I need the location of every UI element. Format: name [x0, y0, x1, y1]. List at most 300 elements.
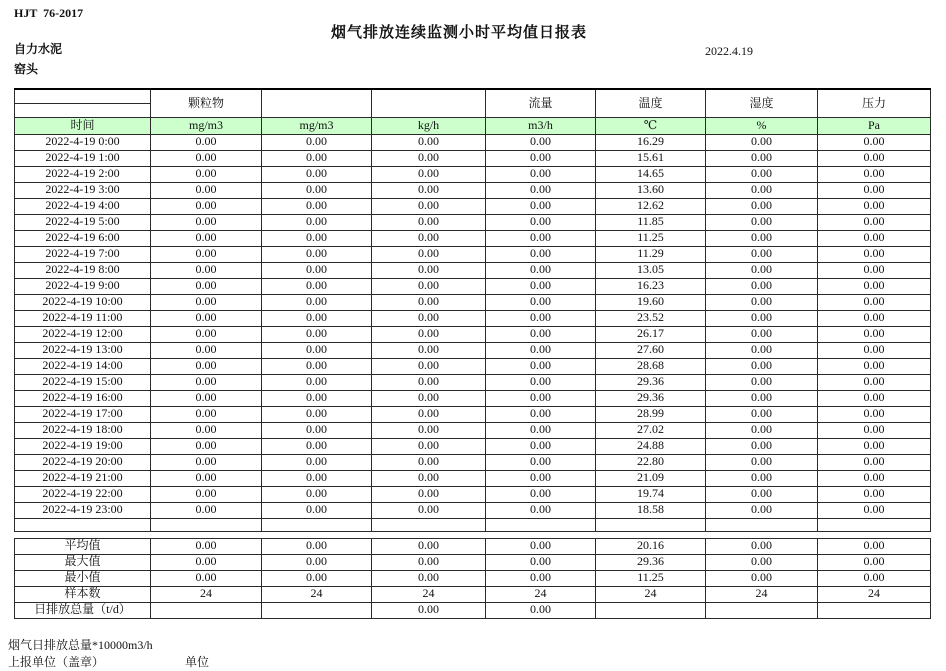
value-cell: 0.00 — [818, 358, 931, 374]
value-cell: 0.00 — [706, 502, 818, 518]
value-cell: 0.00 — [486, 214, 596, 230]
value-cell: 0.00 — [818, 502, 931, 518]
value-cell — [706, 602, 818, 618]
value-cell: 0.00 — [818, 538, 931, 554]
gap-row — [15, 531, 931, 538]
value-cell: 0.00 — [818, 310, 931, 326]
value-cell: 0.00 — [706, 262, 818, 278]
value-cell: 0.00 — [372, 502, 486, 518]
value-cell: 0.00 — [818, 422, 931, 438]
value-cell: 0.00 — [818, 214, 931, 230]
group-header-temperature: 温度 — [596, 89, 706, 117]
value-cell: 0.00 — [486, 294, 596, 310]
value-cell: 13.60 — [596, 182, 706, 198]
table-row — [15, 246, 931, 262]
summary-label-cell: 平均值 — [15, 538, 151, 554]
table-row — [15, 358, 931, 374]
value-cell: 0.00 — [818, 406, 931, 422]
table-row — [15, 470, 931, 486]
value-cell: 14.65 — [596, 166, 706, 182]
empty-cell — [596, 518, 706, 531]
corner-cell-bottom — [15, 103, 151, 117]
value-cell: 0.00 — [486, 278, 596, 294]
value-cell: 0.00 — [372, 554, 486, 570]
value-cell: 0.00 — [151, 486, 262, 502]
value-cell: 0.00 — [486, 454, 596, 470]
time-cell: 2022-4-19 14:00 — [15, 358, 151, 374]
value-cell: 0.00 — [486, 486, 596, 502]
table-row — [15, 310, 931, 326]
time-cell: 2022-4-19 17:00 — [15, 406, 151, 422]
table-row — [15, 182, 931, 198]
value-cell: 0.00 — [262, 538, 372, 554]
value-cell: 0.00 — [706, 198, 818, 214]
value-cell: 0.00 — [706, 230, 818, 246]
value-cell: 0.00 — [151, 342, 262, 358]
time-cell: 2022-4-19 16:00 — [15, 390, 151, 406]
value-cell: 0.00 — [372, 438, 486, 454]
group-header-flow: 流量 — [486, 89, 596, 117]
value-cell: 0.00 — [818, 182, 931, 198]
value-cell — [151, 602, 262, 618]
value-cell: 0.00 — [151, 294, 262, 310]
value-cell: 27.02 — [596, 422, 706, 438]
value-cell: 0.00 — [818, 454, 931, 470]
value-cell: 0.00 — [372, 390, 486, 406]
value-cell: 0.00 — [486, 326, 596, 342]
value-cell: 12.62 — [596, 198, 706, 214]
value-cell: 0.00 — [706, 390, 818, 406]
time-cell: 2022-4-19 10:00 — [15, 294, 151, 310]
value-cell: 0.00 — [151, 406, 262, 422]
empty-cell — [151, 518, 262, 531]
value-cell: 0.00 — [818, 294, 931, 310]
value-cell: 0.00 — [486, 438, 596, 454]
value-cell: 0.00 — [151, 570, 262, 586]
value-cell: 13.05 — [596, 262, 706, 278]
group-header-particulate: 颗粒物 — [151, 89, 262, 117]
value-cell: 0.00 — [818, 390, 931, 406]
value-cell: 0.00 — [262, 294, 372, 310]
summary-label-cell: 最小值 — [15, 570, 151, 586]
value-cell: 24 — [486, 586, 596, 602]
hourly-body — [15, 134, 931, 518]
time-cell: 2022-4-19 4:00 — [15, 198, 151, 214]
value-cell: 0.00 — [818, 326, 931, 342]
summary-label-cell: 样本数 — [15, 586, 151, 602]
value-cell: 0.00 — [818, 486, 931, 502]
time-cell: 2022-4-19 9:00 — [15, 278, 151, 294]
group-header-blank-1 — [262, 89, 372, 117]
value-cell: 0.00 — [151, 554, 262, 570]
value-cell: 19.74 — [596, 486, 706, 502]
value-cell: 0.00 — [706, 134, 818, 150]
value-cell: 0.00 — [706, 554, 818, 570]
value-cell: 0.00 — [818, 246, 931, 262]
value-cell: 0.00 — [706, 438, 818, 454]
value-cell: 0.00 — [151, 134, 262, 150]
time-cell: 2022-4-19 8:00 — [15, 262, 151, 278]
table-row — [15, 502, 931, 518]
value-cell: 0.00 — [706, 486, 818, 502]
value-cell: 0.00 — [372, 150, 486, 166]
value-cell: 0.00 — [372, 406, 486, 422]
value-cell: 0.00 — [706, 214, 818, 230]
value-cell: 0.00 — [818, 554, 931, 570]
value-cell: 0.00 — [262, 374, 372, 390]
value-cell: 24 — [262, 586, 372, 602]
value-cell: 0.00 — [706, 422, 818, 438]
value-cell: 0.00 — [262, 182, 372, 198]
value-cell: 0.00 — [372, 326, 486, 342]
value-cell — [818, 602, 931, 618]
value-cell: 0.00 — [818, 470, 931, 486]
unit-header-row — [15, 117, 931, 134]
value-cell: 0.00 — [706, 246, 818, 262]
value-cell: 28.68 — [596, 358, 706, 374]
value-cell: 0.00 — [706, 278, 818, 294]
unit-celsius: ℃ — [596, 117, 706, 134]
value-cell: 0.00 — [486, 166, 596, 182]
station-name: 窑头 — [14, 62, 39, 76]
value-cell: 0.00 — [372, 454, 486, 470]
value-cell: 0.00 — [706, 182, 818, 198]
value-cell: 0.00 — [818, 134, 931, 150]
value-cell: 0.00 — [486, 390, 596, 406]
value-cell: 0.00 — [151, 150, 262, 166]
value-cell: 0.00 — [372, 198, 486, 214]
value-cell: 0.00 — [262, 262, 372, 278]
value-cell: 0.00 — [818, 570, 931, 586]
table-row — [15, 374, 931, 390]
value-cell: 0.00 — [372, 422, 486, 438]
table-row — [15, 230, 931, 246]
unit-kgh: kg/h — [372, 117, 486, 134]
table-row — [15, 438, 931, 454]
value-cell: 0.00 — [486, 182, 596, 198]
time-cell: 2022-4-19 20:00 — [15, 454, 151, 470]
value-cell: 0.00 — [151, 422, 262, 438]
footer-reporting-unit: 上报单位（盖章） — [8, 655, 105, 669]
value-cell: 0.00 — [486, 502, 596, 518]
value-cell: 0.00 — [372, 182, 486, 198]
table-row — [15, 262, 931, 278]
time-cell: 2022-4-19 19:00 — [15, 438, 151, 454]
value-cell: 24 — [372, 586, 486, 602]
value-cell: 0.00 — [818, 374, 931, 390]
table-row — [15, 278, 931, 294]
empty-cell — [372, 518, 486, 531]
time-column-header: 时间 — [15, 117, 151, 134]
value-cell: 0.00 — [262, 406, 372, 422]
value-cell: 0.00 — [706, 358, 818, 374]
value-cell: 0.00 — [372, 538, 486, 554]
value-cell: 0.00 — [706, 406, 818, 422]
summary-row — [15, 538, 931, 554]
value-cell: 0.00 — [706, 470, 818, 486]
value-cell: 0.00 — [262, 554, 372, 570]
value-cell: 0.00 — [262, 246, 372, 262]
value-cell: 29.36 — [596, 374, 706, 390]
empty-cell — [486, 518, 596, 531]
summary-body — [15, 538, 931, 618]
value-cell: 0.00 — [262, 166, 372, 182]
table-row — [15, 134, 931, 150]
table-row — [15, 342, 931, 358]
table-row — [15, 406, 931, 422]
value-cell: 0.00 — [486, 150, 596, 166]
value-cell: 0.00 — [706, 294, 818, 310]
summary-row — [15, 602, 931, 618]
value-cell: 0.00 — [706, 374, 818, 390]
value-cell: 0.00 — [151, 358, 262, 374]
value-cell: 0.00 — [151, 310, 262, 326]
value-cell: 0.00 — [151, 374, 262, 390]
time-cell: 2022-4-19 6:00 — [15, 230, 151, 246]
value-cell: 11.25 — [596, 570, 706, 586]
unit-pa: Pa — [818, 117, 931, 134]
empty-cell — [15, 518, 151, 531]
value-cell: 0.00 — [262, 422, 372, 438]
value-cell: 0.00 — [262, 570, 372, 586]
value-cell: 22.80 — [596, 454, 706, 470]
group-header-row — [15, 89, 931, 103]
value-cell: 11.85 — [596, 214, 706, 230]
value-cell: 0.00 — [486, 342, 596, 358]
value-cell: 0.00 — [151, 246, 262, 262]
value-cell: 23.52 — [596, 310, 706, 326]
time-cell: 2022-4-19 21:00 — [15, 470, 151, 486]
value-cell: 0.00 — [706, 342, 818, 358]
time-cell: 2022-4-19 23:00 — [15, 502, 151, 518]
gap-cell — [15, 531, 931, 538]
value-cell: 0.00 — [151, 198, 262, 214]
value-cell: 0.00 — [151, 262, 262, 278]
value-cell: 0.00 — [486, 470, 596, 486]
time-cell: 2022-4-19 3:00 — [15, 182, 151, 198]
value-cell: 29.36 — [596, 554, 706, 570]
unit-mgm3-1: mg/m3 — [151, 117, 262, 134]
value-cell: 0.00 — [818, 198, 931, 214]
value-cell: 0.00 — [486, 406, 596, 422]
separator-body — [15, 518, 931, 538]
value-cell: 0.00 — [372, 166, 486, 182]
unit-mgm3-2: mg/m3 — [262, 117, 372, 134]
value-cell: 0.00 — [262, 358, 372, 374]
value-cell: 0.00 — [262, 310, 372, 326]
value-cell: 24 — [818, 586, 931, 602]
value-cell: 0.00 — [372, 262, 486, 278]
value-cell: 0.00 — [486, 310, 596, 326]
unit-m3h: m3/h — [486, 117, 596, 134]
value-cell: 0.00 — [818, 262, 931, 278]
value-cell: 0.00 — [486, 230, 596, 246]
value-cell: 26.17 — [596, 326, 706, 342]
table-row — [15, 150, 931, 166]
value-cell: 0.00 — [706, 538, 818, 554]
value-cell: 27.60 — [596, 342, 706, 358]
value-cell: 0.00 — [262, 390, 372, 406]
value-cell: 0.00 — [262, 150, 372, 166]
summary-row — [15, 586, 931, 602]
value-cell: 16.23 — [596, 278, 706, 294]
time-cell: 2022-4-19 7:00 — [15, 246, 151, 262]
value-cell: 0.00 — [486, 422, 596, 438]
value-cell: 0.00 — [706, 166, 818, 182]
value-cell: 0.00 — [372, 486, 486, 502]
page-title: 烟气排放连续监测小时平均值日报表 — [330, 25, 587, 41]
value-cell: 0.00 — [151, 502, 262, 518]
doc-code: HJT 76-2017 — [14, 6, 84, 20]
value-cell: 0.00 — [706, 150, 818, 166]
table-row — [15, 326, 931, 342]
value-cell: 0.00 — [818, 166, 931, 182]
value-cell: 0.00 — [372, 246, 486, 262]
value-cell: 0.00 — [151, 538, 262, 554]
value-cell: 0.00 — [486, 134, 596, 150]
table-row — [15, 214, 931, 230]
value-cell: 0.00 — [486, 358, 596, 374]
group-header-pressure: 压力 — [818, 89, 931, 117]
value-cell: 0.00 — [151, 278, 262, 294]
value-cell: 11.25 — [596, 230, 706, 246]
value-cell: 0.00 — [262, 502, 372, 518]
value-cell — [596, 602, 706, 618]
time-cell: 2022-4-19 15:00 — [15, 374, 151, 390]
value-cell: 0.00 — [372, 214, 486, 230]
value-cell: 0.00 — [706, 454, 818, 470]
value-cell: 15.61 — [596, 150, 706, 166]
footer-unit-label: 单位 — [185, 655, 210, 669]
summary-label-cell: 最大值 — [15, 554, 151, 570]
value-cell: 16.29 — [596, 134, 706, 150]
value-cell: 0.00 — [372, 470, 486, 486]
summary-label-cell: 日排放总量（t/d） — [15, 602, 151, 618]
value-cell: 0.00 — [151, 214, 262, 230]
value-cell: 21.09 — [596, 470, 706, 486]
summary-row — [15, 570, 931, 586]
value-cell: 0.00 — [486, 374, 596, 390]
time-cell: 2022-4-19 0:00 — [15, 134, 151, 150]
summary-row — [15, 554, 931, 570]
value-cell: 0.00 — [262, 198, 372, 214]
value-cell: 24 — [596, 586, 706, 602]
value-cell: 0.00 — [151, 438, 262, 454]
value-cell: 0.00 — [151, 454, 262, 470]
empty-cell — [706, 518, 818, 531]
value-cell: 0.00 — [151, 230, 262, 246]
value-cell: 0.00 — [262, 230, 372, 246]
value-cell: 28.99 — [596, 406, 706, 422]
value-cell: 0.00 — [706, 310, 818, 326]
footer-note-total: 烟气日排放总量*10000m3/h — [8, 638, 153, 652]
value-cell: 0.00 — [372, 374, 486, 390]
value-cell: 0.00 — [818, 438, 931, 454]
value-cell: 0.00 — [372, 358, 486, 374]
unit-percent: % — [706, 117, 818, 134]
value-cell: 0.00 — [706, 570, 818, 586]
value-cell: 0.00 — [486, 198, 596, 214]
value-cell: 0.00 — [151, 326, 262, 342]
value-cell: 20.16 — [596, 538, 706, 554]
value-cell: 0.00 — [262, 342, 372, 358]
value-cell: 0.00 — [151, 182, 262, 198]
value-cell: 0.00 — [262, 278, 372, 294]
time-cell: 2022-4-19 2:00 — [15, 166, 151, 182]
table-row — [15, 166, 931, 182]
empty-cell — [262, 518, 372, 531]
value-cell: 0.00 — [262, 486, 372, 502]
value-cell: 0.00 — [372, 342, 486, 358]
value-cell: 19.60 — [596, 294, 706, 310]
corner-cell-top — [15, 89, 151, 103]
time-cell: 2022-4-19 5:00 — [15, 214, 151, 230]
company-name: 自力水泥 — [14, 42, 63, 56]
value-cell: 0.00 — [372, 602, 486, 618]
value-cell: 0.00 — [486, 554, 596, 570]
time-cell: 2022-4-19 22:00 — [15, 486, 151, 502]
time-cell: 2022-4-19 13:00 — [15, 342, 151, 358]
value-cell: 0.00 — [262, 454, 372, 470]
value-cell: 29.36 — [596, 390, 706, 406]
table-row — [15, 390, 931, 406]
value-cell: 0.00 — [486, 262, 596, 278]
value-cell: 0.00 — [151, 166, 262, 182]
empty-cell — [818, 518, 931, 531]
value-cell: 0.00 — [706, 326, 818, 342]
value-cell: 0.00 — [818, 342, 931, 358]
value-cell: 0.00 — [262, 470, 372, 486]
value-cell: 11.29 — [596, 246, 706, 262]
time-cell: 2022-4-19 12:00 — [15, 326, 151, 342]
value-cell: 0.00 — [372, 134, 486, 150]
value-cell: 0.00 — [486, 570, 596, 586]
table-row — [15, 486, 931, 502]
value-cell: 24.88 — [596, 438, 706, 454]
value-cell: 0.00 — [151, 390, 262, 406]
value-cell: 0.00 — [151, 470, 262, 486]
value-cell: 18.58 — [596, 502, 706, 518]
value-cell: 0.00 — [262, 438, 372, 454]
value-cell: 0.00 — [372, 230, 486, 246]
value-cell: 0.00 — [372, 570, 486, 586]
time-cell: 2022-4-19 18:00 — [15, 422, 151, 438]
group-header-humidity: 湿度 — [706, 89, 818, 117]
value-cell: 0.00 — [372, 278, 486, 294]
time-cell: 2022-4-19 1:00 — [15, 150, 151, 166]
value-cell: 0.00 — [262, 326, 372, 342]
value-cell: 0.00 — [818, 230, 931, 246]
value-cell: 0.00 — [372, 310, 486, 326]
empty-row — [15, 518, 931, 531]
value-cell: 24 — [706, 586, 818, 602]
value-cell: 0.00 — [486, 602, 596, 618]
table-row — [15, 294, 931, 310]
value-cell: 0.00 — [262, 134, 372, 150]
report-table — [14, 88, 931, 619]
time-cell: 2022-4-19 11:00 — [15, 310, 151, 326]
table-row — [15, 454, 931, 470]
value-cell: 24 — [151, 586, 262, 602]
value-cell — [262, 602, 372, 618]
value-cell: 0.00 — [818, 278, 931, 294]
report-date: 2022.4.19 — [705, 44, 753, 58]
table-row — [15, 422, 931, 438]
value-cell: 0.00 — [486, 246, 596, 262]
value-cell: 0.00 — [262, 214, 372, 230]
value-cell: 0.00 — [486, 538, 596, 554]
table-row — [15, 198, 931, 214]
